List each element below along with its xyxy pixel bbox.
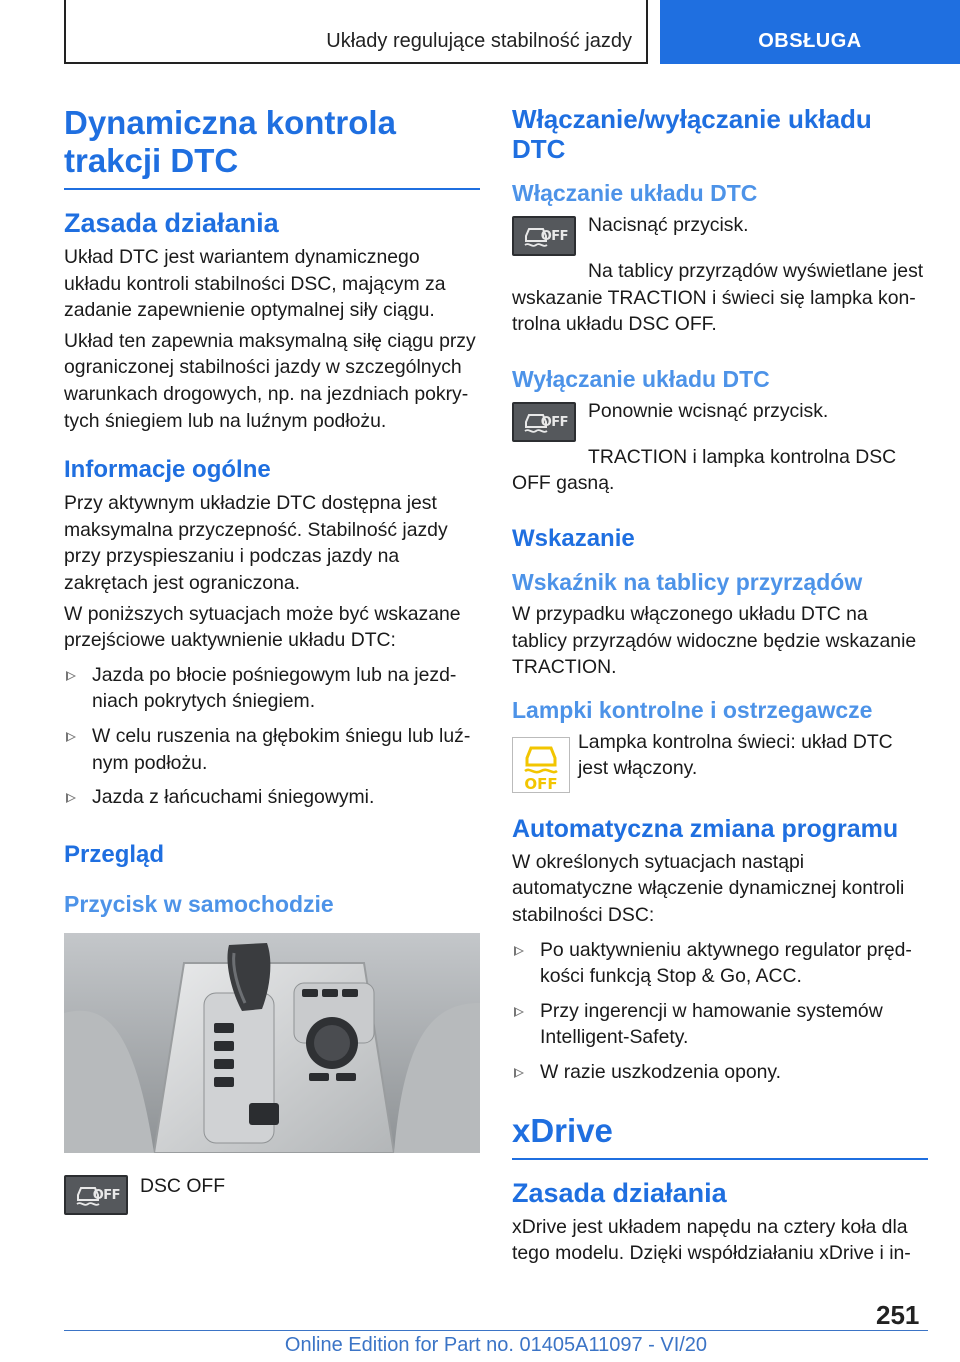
- dsc-off-label: DSC OFF: [140, 1174, 226, 1197]
- paragraph: Lampka kontrolna świeci: układ DTC jest włączony.: [578, 730, 893, 780]
- subheading-disable-dtc: Wyłączanie układu DTC: [512, 365, 770, 392]
- section-tab[interactable]: [660, 0, 960, 64]
- footer-divider: [64, 1330, 928, 1331]
- heading-overview: Przegląd: [64, 840, 165, 868]
- paragraph: TRACTION i lampka kontrolna DSC OFF gasną.: [512, 445, 897, 495]
- title-divider: [64, 188, 480, 190]
- paragraph: xDrive jest układem napędu na cztery koła dla tego modelu. Dzięki współdziałaniu xDrive i in-: [512, 1215, 911, 1265]
- triangle-bullet-icon: [66, 793, 76, 803]
- subheading-button-in-car: Przycisk w samochodzie: [64, 890, 334, 917]
- list-item: W razie uszkodzenia opony.: [512, 1059, 928, 1086]
- paragraph: Przy aktywnym układzie DTC dostępna jest maksymalna przyczepność. Stabilność jazdy przy przyspieszaniu i podczas jazdy na zakrętach jest ograniczona.: [64, 492, 448, 594]
- instruction: Ponownie wcisnąć przycisk.: [588, 399, 829, 422]
- paragraph: W przypadku włączonego układu DTC na tablicy przyrządów widoczne będzie wskazanie TRACTION.: [512, 602, 917, 679]
- center-console-photo: [64, 933, 480, 1153]
- list-item: W celu ruszenia na głębokim śniegu lub luźnym podłożu.: [64, 723, 480, 776]
- paragraph: Układ DTC jest wariantem dynamicznego układu kontroli stabilności DSC, mającym za zadanie zapewnienie optymalnej siły ciągu.: [64, 246, 446, 322]
- right-column: [512, 104, 928, 1271]
- dsc-off-indicator-icon: [512, 737, 570, 793]
- heading-indication: Wskazanie: [512, 524, 635, 552]
- svg-text:OFF: OFF: [524, 774, 558, 792]
- left-column: [64, 104, 480, 1217]
- header-frame: [64, 0, 648, 64]
- triangle-bullet-icon: [514, 1007, 524, 1017]
- heading-xdrive: xDrive: [512, 1111, 613, 1149]
- bullet-list: [64, 662, 480, 811]
- dtc-button-icon: OFF: [512, 402, 576, 442]
- triangle-bullet-icon: [66, 671, 76, 681]
- paragraph: W określonych sytuacjach nastąpi automatyczne włączenie dynamicznej kontroli stabilności DSC:: [512, 850, 905, 926]
- dsc-off-button-icon: OFF: [64, 1175, 128, 1215]
- header-title: Układy regulujące stabilność jazdy: [326, 30, 632, 52]
- list-item: Po uaktywnieniu aktywnego regulator prędkości funkcją Stop & Go, ACC.: [512, 937, 928, 990]
- edition-link[interactable]: Online Edition for Part no. 01405A11097 - VI/20: [284, 1334, 708, 1356]
- list-item: Jazda z łańcuchami śniegowymi.: [64, 784, 480, 811]
- heading-xdrive-principle: Zasada działania: [512, 1177, 727, 1208]
- triangle-bullet-icon: [66, 732, 76, 742]
- paragraph: Na tablicy przyrządów wyświetlane jest wskazanie TRACTION i świeci się lampka kontrolna układu DSC OFF.: [512, 260, 924, 336]
- heading-principle: Zasada działania: [64, 208, 279, 238]
- heading-general-info: Informacje ogólne: [64, 456, 271, 484]
- subheading-instrument-indicator: Wskaźnik na tablicy przyrządów: [512, 568, 863, 595]
- paragraph: Układ ten zapewnia maksymalną siłę ciągu przy ograniczonej stabilności jazdy w szczególnych warunkach drogowych, np. na jezdniach pokrytych śniegiem lub na luźnym podłożu.: [64, 329, 476, 432]
- dsc-off-row: [64, 1171, 480, 1217]
- heading-auto-program-change: Automatyczna zmiana programu: [512, 814, 899, 843]
- list-item: Jazda po błocie pośniegowym lub na jezdniach pokrytych śniegiem.: [64, 662, 480, 715]
- center-console-image-icon: [64, 933, 480, 1153]
- paragraph: W poniższych sytuacjach może być wskazane przejściowe uaktywnienie układu DTC:: [64, 602, 461, 652]
- triangle-bullet-icon: [514, 946, 524, 956]
- bullet-list: [512, 937, 928, 1086]
- triangle-bullet-icon: [514, 1068, 524, 1078]
- page-title: Dynamiczna kontrola trakcji DTC: [64, 104, 396, 179]
- page-number: 251: [876, 1300, 920, 1330]
- dtc-button-icon: OFF: [512, 216, 576, 256]
- disable-dtc-row: [512, 398, 928, 444]
- subheading-enable-dtc: Włączanie układu DTC: [512, 180, 758, 206]
- indicator-lamp-row: [512, 729, 928, 792]
- xdrive-divider: [512, 1158, 928, 1160]
- list-item: Przy ingerencji w hamowanie systemów Intelligent-Safety.: [512, 998, 928, 1051]
- instruction: Nacisnąć przycisk.: [588, 214, 749, 236]
- enable-dtc-row: [512, 212, 928, 258]
- heading-switch-dtc: Włączanie/wyłączanie układu DTC: [512, 104, 872, 164]
- section-tab-label: OBSŁUGA: [758, 30, 862, 52]
- subheading-indicator-lamps: Lampki kontrolne i ostrzegawcze: [512, 696, 873, 723]
